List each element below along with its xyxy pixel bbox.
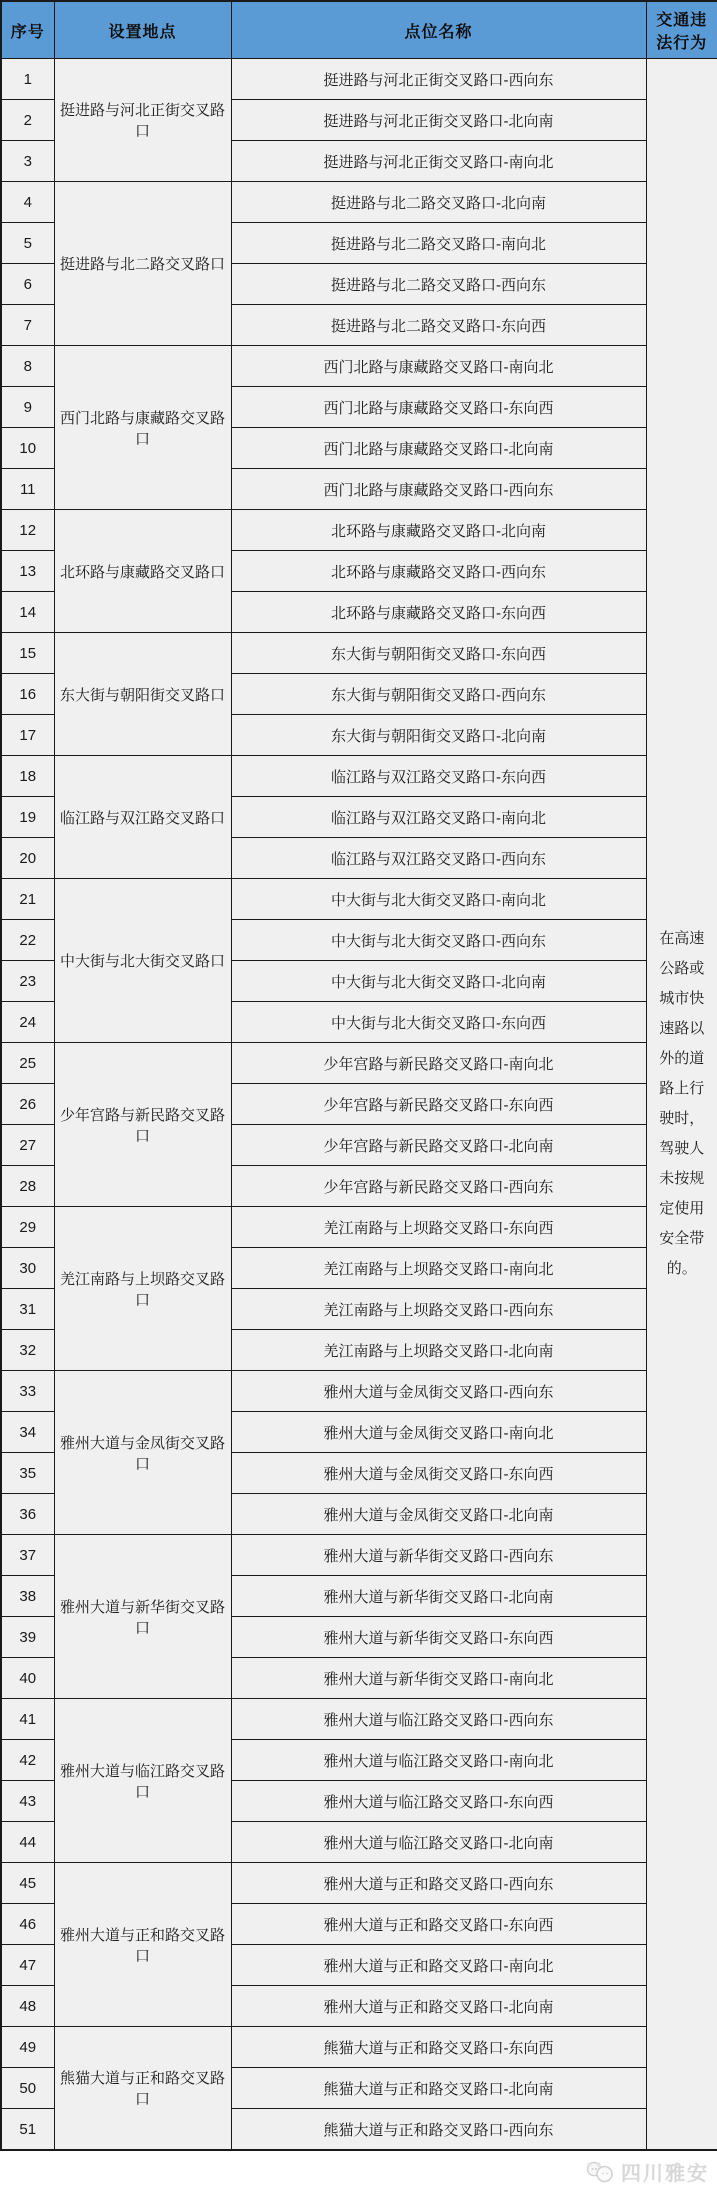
point-name-cell: 熊猫大道与正和路交叉路口-东向西 bbox=[231, 2027, 646, 2068]
point-name-cell: 中大街与北大街交叉路口-东向西 bbox=[231, 1002, 646, 1043]
row-number-cell: 26 bbox=[1, 1084, 54, 1125]
row-number-cell: 5 bbox=[1, 223, 54, 264]
point-name-cell: 羌江南路与上坝路交叉路口-南向北 bbox=[231, 1248, 646, 1289]
table-row bbox=[1, 1699, 717, 1740]
location-cell: 雅州大道与正和路交叉路口 bbox=[54, 1863, 231, 2027]
point-name-cell: 雅州大道与临江路交叉路口-南向北 bbox=[231, 1740, 646, 1781]
header-violation: 交通违法行为 bbox=[646, 1, 717, 59]
row-number-cell: 25 bbox=[1, 1043, 54, 1084]
table-row bbox=[1, 633, 717, 674]
header-index: 序号 bbox=[1, 1, 54, 59]
row-number-cell: 10 bbox=[1, 428, 54, 469]
row-number-cell: 13 bbox=[1, 551, 54, 592]
row-number-cell: 24 bbox=[1, 1002, 54, 1043]
row-number-cell: 42 bbox=[1, 1740, 54, 1781]
table-row bbox=[1, 59, 717, 100]
row-number-cell: 30 bbox=[1, 1248, 54, 1289]
location-cell: 雅州大道与新华街交叉路口 bbox=[54, 1535, 231, 1699]
row-number-cell: 6 bbox=[1, 264, 54, 305]
point-name-cell: 挺进路与河北正街交叉路口-西向东 bbox=[231, 59, 646, 100]
point-name-cell: 雅州大道与临江路交叉路口-东向西 bbox=[231, 1781, 646, 1822]
point-name-cell: 少年宫路与新民路交叉路口-东向西 bbox=[231, 1084, 646, 1125]
point-name-cell: 中大街与北大街交叉路口-北向南 bbox=[231, 961, 646, 1002]
table-row bbox=[1, 2027, 717, 2068]
point-name-cell: 东大街与朝阳街交叉路口-北向南 bbox=[231, 715, 646, 756]
row-number-cell: 43 bbox=[1, 1781, 54, 1822]
sichuan-yaan-brand bbox=[585, 2157, 709, 2186]
location-cell: 挺进路与北二路交叉路口 bbox=[54, 182, 231, 346]
row-number-cell: 19 bbox=[1, 797, 54, 838]
panda-chat-logo-icon bbox=[585, 2160, 615, 2184]
point-name-cell: 挺进路与北二路交叉路口-东向西 bbox=[231, 305, 646, 346]
point-name-cell: 临江路与双江路交叉路口-西向东 bbox=[231, 838, 646, 879]
point-name-cell: 临江路与双江路交叉路口-东向西 bbox=[231, 756, 646, 797]
row-number-cell: 39 bbox=[1, 1617, 54, 1658]
row-number-cell: 38 bbox=[1, 1576, 54, 1617]
row-number-cell: 32 bbox=[1, 1330, 54, 1371]
row-number-cell: 11 bbox=[1, 469, 54, 510]
point-name-cell: 雅州大道与新华街交叉路口-北向南 bbox=[231, 1576, 646, 1617]
row-number-cell: 48 bbox=[1, 1986, 54, 2027]
row-number-cell: 16 bbox=[1, 674, 54, 715]
point-name-cell: 羌江南路与上坝路交叉路口-北向南 bbox=[231, 1330, 646, 1371]
header-location: 设置地点 bbox=[54, 1, 231, 59]
point-name-cell: 雅州大道与金凤街交叉路口-东向西 bbox=[231, 1453, 646, 1494]
row-number-cell: 2 bbox=[1, 100, 54, 141]
watermark-text: 四川雅安 bbox=[621, 2163, 709, 2185]
point-name-cell: 西门北路与康藏路交叉路口-东向西 bbox=[231, 387, 646, 428]
row-number-cell: 9 bbox=[1, 387, 54, 428]
point-name-cell: 雅州大道与正和路交叉路口-西向东 bbox=[231, 1863, 646, 1904]
table-row bbox=[1, 1863, 717, 1904]
point-name-cell: 雅州大道与正和路交叉路口-南向北 bbox=[231, 1945, 646, 1986]
point-name-cell: 熊猫大道与正和路交叉路口-北向南 bbox=[231, 2068, 646, 2109]
point-name-cell: 西门北路与康藏路交叉路口-北向南 bbox=[231, 428, 646, 469]
point-name-cell: 中大街与北大街交叉路口-西向东 bbox=[231, 920, 646, 961]
table-row bbox=[1, 756, 717, 797]
row-number-cell: 31 bbox=[1, 1289, 54, 1330]
point-name-cell: 少年宫路与新民路交叉路口-北向南 bbox=[231, 1125, 646, 1166]
row-number-cell: 23 bbox=[1, 961, 54, 1002]
point-name-cell: 挺进路与河北正街交叉路口-南向北 bbox=[231, 141, 646, 182]
header-row bbox=[1, 1, 717, 59]
point-name-cell: 东大街与朝阳街交叉路口-东向西 bbox=[231, 633, 646, 674]
point-name-cell: 东大街与朝阳街交叉路口-西向东 bbox=[231, 674, 646, 715]
row-number-cell: 36 bbox=[1, 1494, 54, 1535]
point-name-cell: 北环路与康藏路交叉路口-西向东 bbox=[231, 551, 646, 592]
table-row bbox=[1, 182, 717, 223]
table-row bbox=[1, 1535, 717, 1576]
point-name-cell: 中大街与北大街交叉路口-南向北 bbox=[231, 879, 646, 920]
header-point: 点位名称 bbox=[231, 1, 646, 59]
row-number-cell: 1 bbox=[1, 59, 54, 100]
point-name-cell: 挺进路与北二路交叉路口-西向东 bbox=[231, 264, 646, 305]
point-name-cell: 北环路与康藏路交叉路口-北向南 bbox=[231, 510, 646, 551]
point-name-cell: 雅州大道与金凤街交叉路口-南向北 bbox=[231, 1412, 646, 1453]
location-cell: 西门北路与康藏路交叉路口 bbox=[54, 346, 231, 510]
table-body bbox=[1, 59, 717, 2151]
location-cell: 中大街与北大街交叉路口 bbox=[54, 879, 231, 1043]
location-cell: 羌江南路与上坝路交叉路口 bbox=[54, 1207, 231, 1371]
row-number-cell: 3 bbox=[1, 141, 54, 182]
row-number-cell: 20 bbox=[1, 838, 54, 879]
point-name-cell: 挺进路与北二路交叉路口-南向北 bbox=[231, 223, 646, 264]
point-name-cell: 北环路与康藏路交叉路口-东向西 bbox=[231, 592, 646, 633]
point-name-cell: 雅州大道与新华街交叉路口-东向西 bbox=[231, 1617, 646, 1658]
row-number-cell: 50 bbox=[1, 2068, 54, 2109]
row-number-cell: 28 bbox=[1, 1166, 54, 1207]
row-number-cell: 4 bbox=[1, 182, 54, 223]
point-name-cell: 西门北路与康藏路交叉路口-西向东 bbox=[231, 469, 646, 510]
row-number-cell: 27 bbox=[1, 1125, 54, 1166]
row-number-cell: 7 bbox=[1, 305, 54, 346]
row-number-cell: 47 bbox=[1, 1945, 54, 1986]
row-number-cell: 44 bbox=[1, 1822, 54, 1863]
row-number-cell: 40 bbox=[1, 1658, 54, 1699]
row-number-cell: 29 bbox=[1, 1207, 54, 1248]
row-number-cell: 46 bbox=[1, 1904, 54, 1945]
violation-text: 在高速公路或城市快速路以外的道路上行驶时，驾驶人未按规定使用安全带的。 bbox=[659, 930, 705, 1277]
row-number-cell: 12 bbox=[1, 510, 54, 551]
table-row bbox=[1, 510, 717, 551]
table-row bbox=[1, 1371, 717, 1412]
table-row bbox=[1, 1043, 717, 1084]
point-name-cell: 雅州大道与正和路交叉路口-北向南 bbox=[231, 1986, 646, 2027]
point-name-cell: 雅州大道与临江路交叉路口-北向南 bbox=[231, 1822, 646, 1863]
row-number-cell: 35 bbox=[1, 1453, 54, 1494]
point-name-cell: 临江路与双江路交叉路口-南向北 bbox=[231, 797, 646, 838]
row-number-cell: 15 bbox=[1, 633, 54, 674]
point-name-cell: 雅州大道与金凤街交叉路口-北向南 bbox=[231, 1494, 646, 1535]
row-number-cell: 37 bbox=[1, 1535, 54, 1576]
location-cell: 雅州大道与临江路交叉路口 bbox=[54, 1699, 231, 1863]
point-name-cell: 羌江南路与上坝路交叉路口-东向西 bbox=[231, 1207, 646, 1248]
point-name-cell: 雅州大道与正和路交叉路口-东向西 bbox=[231, 1904, 646, 1945]
point-name-cell: 雅州大道与临江路交叉路口-西向东 bbox=[231, 1699, 646, 1740]
point-name-cell: 挺进路与河北正街交叉路口-北向南 bbox=[231, 100, 646, 141]
row-number-cell: 8 bbox=[1, 346, 54, 387]
point-name-cell: 羌江南路与上坝路交叉路口-西向东 bbox=[231, 1289, 646, 1330]
location-cell: 挺进路与河北正街交叉路口 bbox=[54, 59, 231, 182]
table-row bbox=[1, 346, 717, 387]
row-number-cell: 34 bbox=[1, 1412, 54, 1453]
row-number-cell: 17 bbox=[1, 715, 54, 756]
row-number-cell: 49 bbox=[1, 2027, 54, 2068]
row-number-cell: 45 bbox=[1, 1863, 54, 1904]
point-name-cell: 少年宫路与新民路交叉路口-南向北 bbox=[231, 1043, 646, 1084]
location-cell: 熊猫大道与正和路交叉路口 bbox=[54, 2027, 231, 2151]
location-cell: 少年宫路与新民路交叉路口 bbox=[54, 1043, 231, 1207]
point-name-cell: 少年宫路与新民路交叉路口-西向东 bbox=[231, 1166, 646, 1207]
point-name-cell: 熊猫大道与正和路交叉路口-西向东 bbox=[231, 2109, 646, 2151]
footer bbox=[0, 2151, 717, 2195]
row-number-cell: 33 bbox=[1, 1371, 54, 1412]
point-name-cell: 挺进路与北二路交叉路口-北向南 bbox=[231, 182, 646, 223]
location-cell: 临江路与双江路交叉路口 bbox=[54, 756, 231, 879]
point-name-cell: 雅州大道与金凤街交叉路口-西向东 bbox=[231, 1371, 646, 1412]
location-cell: 东大街与朝阳街交叉路口 bbox=[54, 633, 231, 756]
table-row bbox=[1, 879, 717, 920]
point-name-cell: 西门北路与康藏路交叉路口-南向北 bbox=[231, 346, 646, 387]
violation-cell bbox=[646, 59, 717, 2151]
row-number-cell: 22 bbox=[1, 920, 54, 961]
row-number-cell: 14 bbox=[1, 592, 54, 633]
location-cell: 雅州大道与金凤街交叉路口 bbox=[54, 1371, 231, 1535]
location-cell: 北环路与康藏路交叉路口 bbox=[54, 510, 231, 633]
point-name-cell: 雅州大道与新华街交叉路口-南向北 bbox=[231, 1658, 646, 1699]
point-name-cell: 雅州大道与新华街交叉路口-西向东 bbox=[231, 1535, 646, 1576]
table-header bbox=[1, 1, 717, 59]
row-number-cell: 18 bbox=[1, 756, 54, 797]
table-row bbox=[1, 1207, 717, 1248]
row-number-cell: 51 bbox=[1, 2109, 54, 2151]
row-number-cell: 21 bbox=[1, 879, 54, 920]
row-number-cell: 41 bbox=[1, 1699, 54, 1740]
